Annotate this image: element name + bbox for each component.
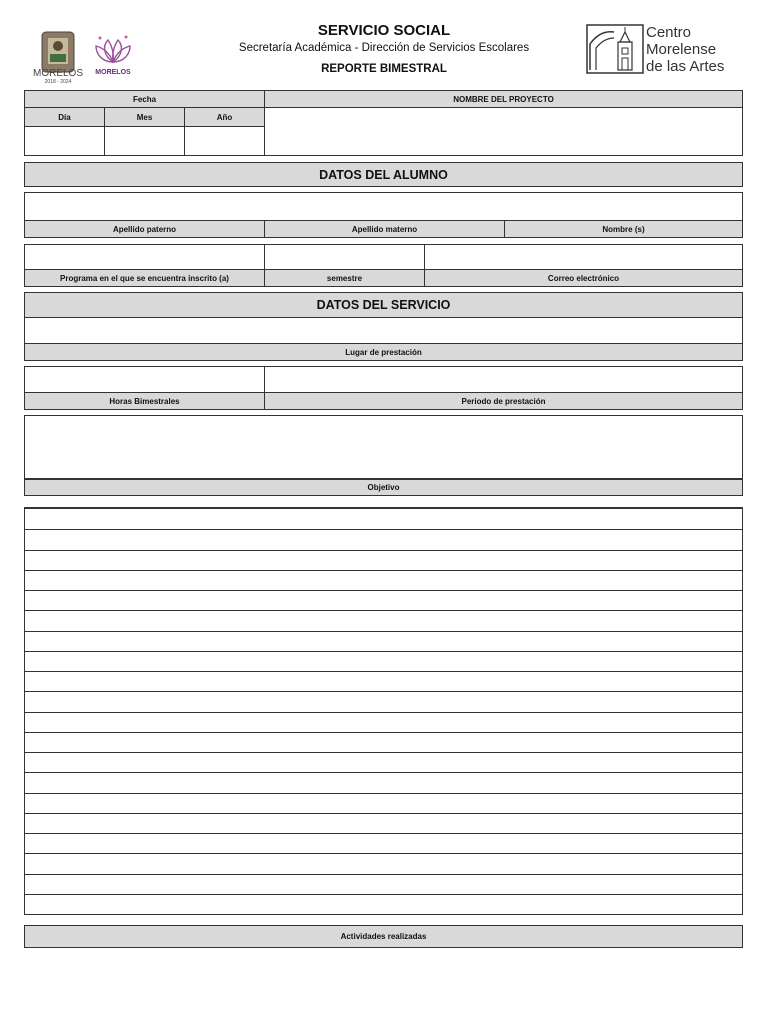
actividades-label: Actividades realizadas — [24, 925, 743, 948]
programa-label: Programa en el que se encuentra inscrito (a) — [25, 269, 264, 286]
activity-line — [25, 570, 742, 571]
activity-line — [25, 529, 742, 530]
left-logo-years: 2018 - 2024 — [44, 79, 72, 85]
correo-field[interactable] — [424, 245, 742, 269]
correo-label: Correo electrónico — [424, 269, 742, 286]
cma-logo — [586, 24, 644, 74]
alumno-program-table — [24, 244, 743, 287]
objetivo-field[interactable] — [25, 416, 742, 478]
horas-label: Horas Bimestrales — [25, 392, 264, 409]
left-logo — [28, 28, 88, 88]
cma-logo-text — [646, 24, 724, 75]
activity-line — [25, 772, 742, 773]
mes-header: Mes — [104, 108, 184, 127]
activity-line — [25, 732, 742, 733]
semestre-field[interactable] — [264, 245, 424, 269]
activity-line — [25, 813, 742, 814]
activity-line — [25, 874, 742, 875]
apellido-materno-label: Apellido materno — [264, 220, 504, 237]
periodo-label: Periodo de prestación — [264, 392, 742, 409]
servicio-section-title: DATOS DEL SERVICIO — [25, 293, 742, 318]
servicio-table — [24, 292, 743, 361]
activity-line — [25, 671, 742, 672]
fecha-header: Fecha — [25, 91, 264, 108]
svg-text:MORELOS: MORELOS — [95, 69, 131, 76]
periodo-field[interactable] — [264, 367, 742, 392]
cma-line-3: de las Artes — [646, 58, 725, 75]
proyecto-header: NOMBRE DEL PROYECTO — [264, 91, 742, 108]
cma-line-2: Morelense — [646, 41, 717, 58]
horas-table — [24, 366, 743, 410]
anio-header: Año — [184, 108, 264, 127]
activity-line — [25, 894, 742, 895]
semestre-label: semestre — [264, 269, 424, 286]
anio-field[interactable] — [184, 127, 264, 155]
activity-line — [25, 712, 742, 713]
flower-icon — [90, 32, 136, 80]
nombre-label: Nombre (s) — [504, 220, 742, 237]
dia-field[interactable] — [25, 127, 104, 155]
activity-line — [25, 691, 742, 692]
activity-line — [25, 610, 742, 611]
mes-field[interactable] — [104, 127, 184, 155]
actividades-lines[interactable] — [24, 507, 743, 915]
activity-line — [25, 631, 742, 632]
programa-field[interactable] — [25, 245, 264, 269]
lugar-field[interactable] — [25, 318, 742, 343]
cma-line-1: Centro — [646, 24, 692, 41]
activity-line — [25, 752, 742, 753]
objetivo-table — [24, 415, 743, 496]
report-title: REPORTE BIMESTRAL — [321, 63, 447, 75]
alumno-name-field[interactable] — [25, 193, 742, 220]
objetivo-label: Objetivo — [25, 478, 742, 495]
alumno-section-title: DATOS DEL ALUMNO — [24, 162, 743, 187]
proyecto-field[interactable] — [264, 108, 742, 155]
lugar-label: Lugar de prestación — [25, 343, 742, 360]
activity-line — [25, 651, 742, 652]
activity-line — [25, 793, 742, 794]
left-logo-text: MORELOS — [32, 68, 83, 79]
morelos-flower-logo — [90, 32, 136, 80]
dia-header: Día — [25, 108, 104, 127]
activity-line — [25, 833, 742, 834]
church-building-icon — [586, 24, 644, 74]
page-title: SERVICIO SOCIAL — [317, 22, 451, 39]
apellido-paterno-label: Apellido paterno — [25, 220, 264, 237]
activity-line — [25, 550, 742, 551]
activity-line — [25, 853, 742, 854]
alumno-name-table — [24, 192, 743, 238]
fecha-table — [24, 90, 743, 156]
horas-field[interactable] — [25, 367, 264, 392]
page-subtitle: Secretaría Académica - Dirección de Servicios Escolares — [238, 42, 530, 54]
activity-line — [25, 590, 742, 591]
